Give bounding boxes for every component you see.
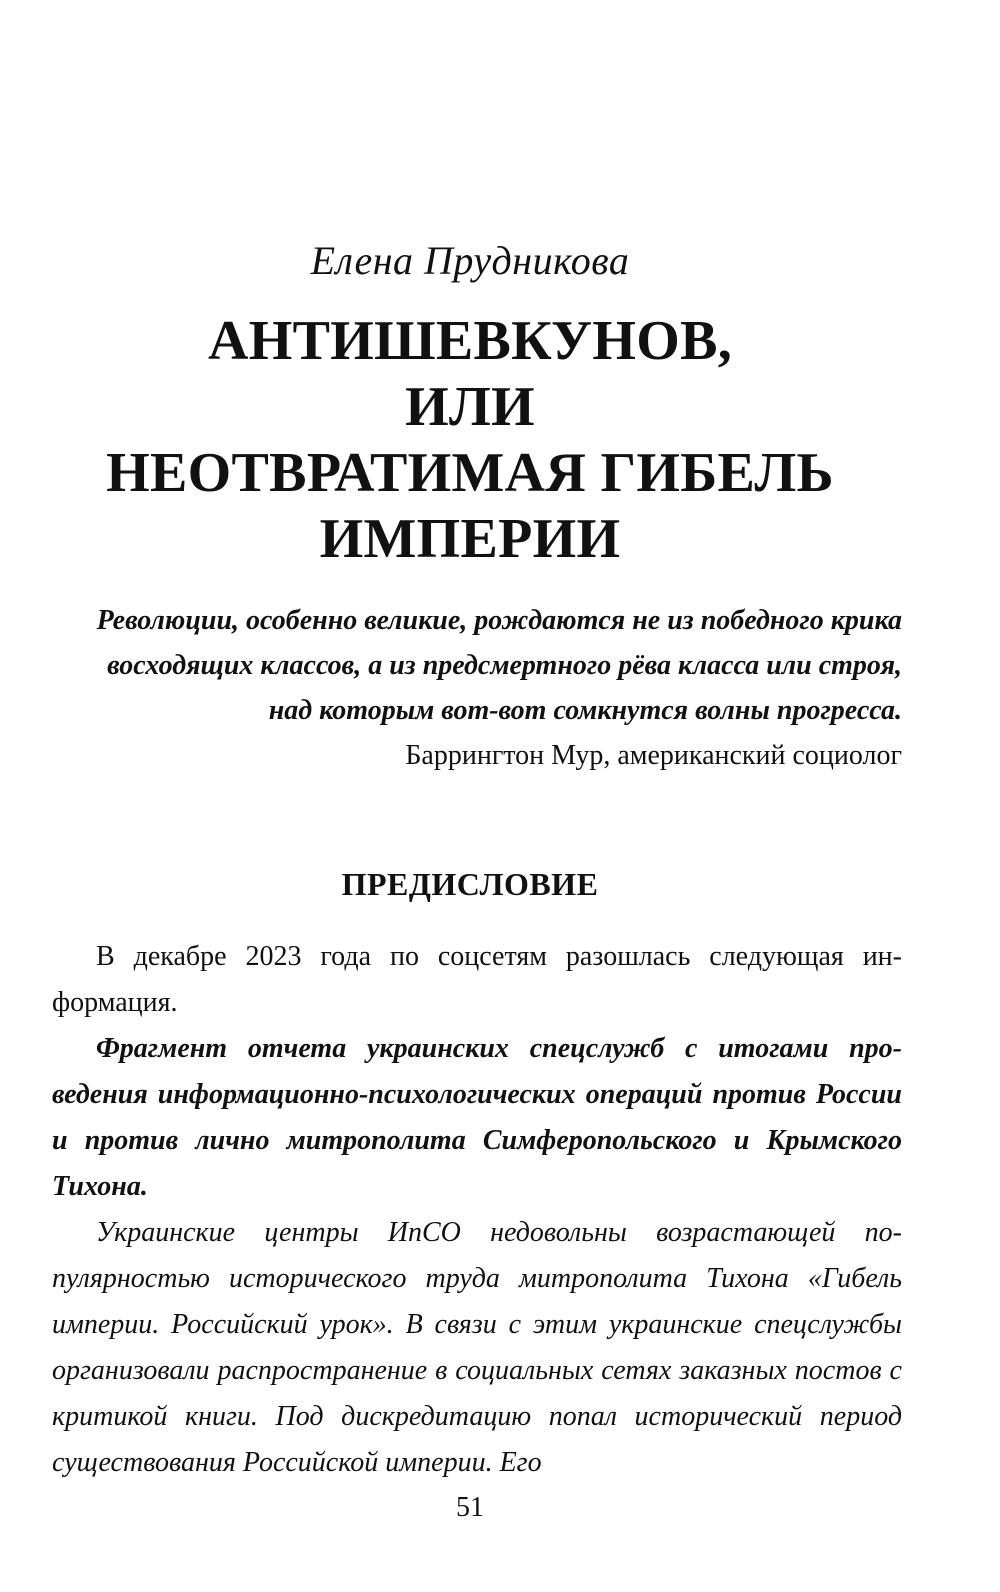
epigraph-quote: Революции, особенно великие, рождаются не из победного крика восходящих классов, а из предсмертного рёва класса или строя, над которым вот-вот сомкнутся волны прогресса. <box>96 605 902 726</box>
title-line: ИЛИ <box>405 376 535 438</box>
title-line: НЕОТВРАТИМАЯ ГИБЕЛЬ <box>106 442 834 504</box>
body-text <box>52 934 902 1486</box>
paragraph-intro: В декабре 2023 года по соцсетям разошлась следующая информация. <box>52 941 902 1018</box>
author-name: Елена Прудникова <box>310 238 630 283</box>
paragraph-report-heading: Фрагмент отчета украинских спецслужб с итогами проведения информационно-психологических операций против России и против лично митрополита Симферопольского и Крымского Тихона. <box>52 1033 902 1202</box>
paragraph-report-text: Украинские центры ИпСО недовольны возрастающей популярностью исторического труда митрополита Тихона «Гибель империи. Российский урок». В связи с этим украинские спецслужбы организовали распространение в социальных сетях заказных постов с критикой книги. Под дискредитацию попал исторический период существования Российской империи. Его <box>52 1217 902 1478</box>
title-line: АНТИШЕВКУНОВ, <box>207 310 733 372</box>
epigraph <box>60 598 902 778</box>
epigraph-attribution: Баррингтон Мур, американский социолог <box>405 740 902 771</box>
page-number: 51 <box>456 1492 484 1523</box>
section-heading: ПРЕДИСЛОВИЕ <box>341 866 599 902</box>
title-line: ИМПЕРИИ <box>319 508 621 570</box>
chapter-title <box>0 308 940 572</box>
